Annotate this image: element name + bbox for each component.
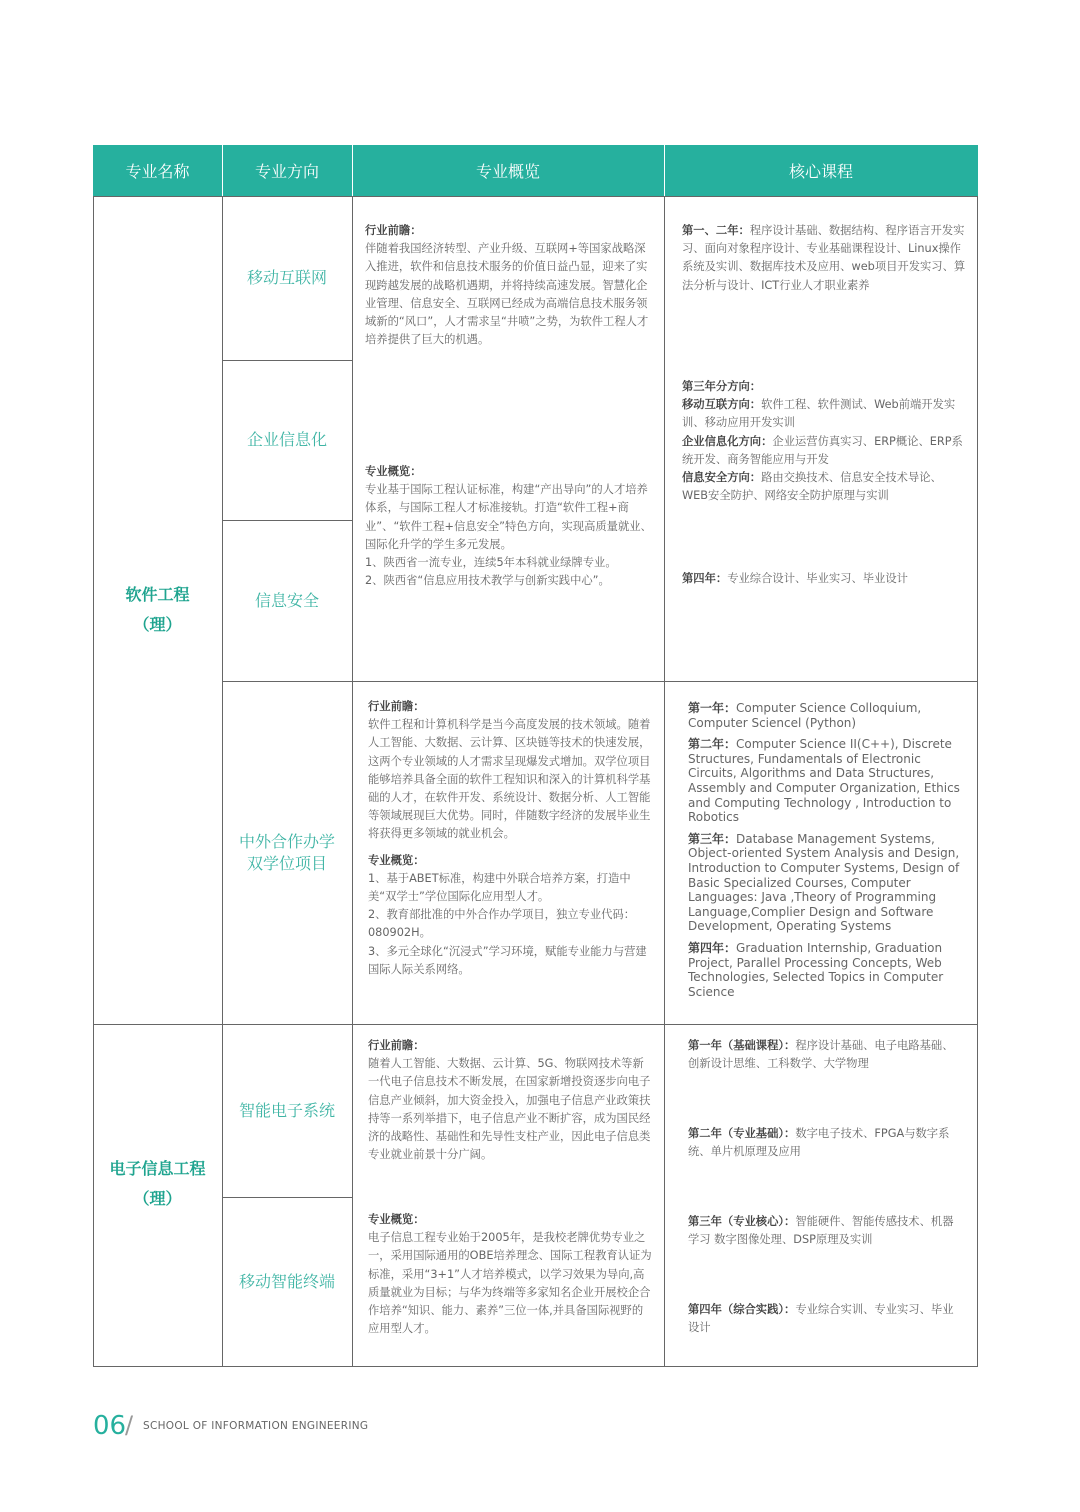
ee-courses-year-3 xyxy=(688,1213,963,1249)
direction-enterprise-informatization: 企业信息化 xyxy=(246,430,327,449)
course-list: Graduation Internship, Graduation Project, Parallel Processing Concepts, Web Technologies, Selected Topics in Computer Science xyxy=(688,940,944,999)
ee-overview-major-summary xyxy=(368,1211,653,1338)
course-year-label: 第一年： xyxy=(688,701,737,715)
course-year-label: 第四年： xyxy=(688,940,737,955)
section-title: 专业概览： xyxy=(365,465,422,478)
ee-courses-year-4 xyxy=(688,1301,963,1337)
course-year-label: 第一年（基础课程）： xyxy=(688,1039,796,1052)
ee-courses-year-1 xyxy=(688,1037,963,1073)
section-body: 专业基于国际工程认证标准，构建“产出导向”的人才培养体系，与国际工程人才标准接轨。打造“软件工程+商业”、“软件工程+信息安全”特色方向，实现高质量就业、国际化升学的学生多元发展。 xyxy=(365,483,652,551)
course-list: Database Management Systems, Object-oriented System Analysis and Design, Introduction to Computer Systems, Design of Basic Specialized Courses, Computer Languages: Java ,Theory of Programming Language,Complier Design and Software Development, Operating Systems xyxy=(688,831,960,934)
course-year-label: 第四年： xyxy=(682,572,728,585)
section-body: 伴随着我国经济转型、产业升级、互联网+等国家战略深入推进，软件和信息技术服务的价值日益凸显，迎来了实现跨越发展的战略机遇期，并将持续高速发展。智慧化企业管理、信息安全、互联网已经成为高端信息技术服务领域新的“风口”，人才需求呈“井喷”之势，为软件工程人才培养提供了巨大的机遇。 xyxy=(365,242,649,347)
direction-mobile-intelligent-terminal: 移动智能终端 xyxy=(238,1271,335,1291)
direction-line: 双学位项目 xyxy=(246,853,327,873)
course-list: 智能硬件、智能传感技术、机器学习 数字图像处理、DSP原理及实训 xyxy=(688,1215,954,1247)
direction-intelligent-electronic-systems: 智能电子系统 xyxy=(238,1100,335,1120)
ee-courses-year-2 xyxy=(688,1125,963,1161)
course-list: 程序设计基础、数据结构、程序语言开发实习、面向对象程序设计、专业基础课程设计、Linux操作系统及实训、数据库技术及应用、web项目开发实习、算法分析与设计、ICT行业人才职业素养 xyxy=(682,224,966,292)
header-divider xyxy=(222,145,223,196)
coop-core-courses xyxy=(688,701,963,1006)
list-item: 2、陕西省“信息应用技术教学与创新实践中心”。 xyxy=(365,574,610,588)
section-title: 行业前瞻： xyxy=(368,700,425,713)
course-track-label: 信息安全方向： xyxy=(682,471,762,485)
overview-industry-outlook xyxy=(365,222,655,349)
section-title: 专业概览： xyxy=(368,1213,425,1226)
course-list: 企业运营仿真实习、ERP概论、ERP系统开发、商务智能应用与开发 xyxy=(682,434,963,466)
course-year-label: 第三年（专业核心）： xyxy=(688,1215,796,1228)
direction-joint-double-degree xyxy=(222,681,352,1024)
list-item: 1、陕西省一流专业，连续5年本科就业绿牌专业。 xyxy=(365,556,617,570)
table-divider xyxy=(664,196,665,1367)
major-name: 电子信息工程 xyxy=(109,1159,206,1178)
section-body: 随着人工智能、大数据、云计算、5G、物联网技术等新一代电子信息技术不断发展，在国家新增投资逐步向电子信息产业倾斜，加大资金投入，加强电子信息产业政策扶持等一系列举措下，电子信息产业不断扩容，成为国民经济的战略性、基础性和先导性支柱产业，因此电子信息类专业就业前景十分广阔。 xyxy=(368,1057,651,1162)
header-major-name: 专业名称 xyxy=(93,145,222,196)
table-border-right xyxy=(977,196,978,1367)
table-divider xyxy=(352,196,353,1367)
header-divider xyxy=(352,145,353,196)
course-list: 数字电子技术、FPGA与数字系统、单片机原理及应用 xyxy=(688,1127,950,1159)
major-name: 软件工程 xyxy=(125,585,190,604)
course-year-label: 第三年： xyxy=(688,831,737,846)
ee-overview-industry-outlook xyxy=(368,1037,653,1164)
table-border-bottom xyxy=(93,1366,978,1367)
section-body: 电子信息工程专业始于2005年，是我校老牌优势专业之一，采用国际通用的OBE培养理念、国际工程教育认证为标准，采用“3+1”人才培养模式，以学习效果为导向,高质量就业为目标；与华为终端等多家知名企业开展校企合作培养“知识、能力、素养”三位一体,并具备国际视野的应用型人才。 xyxy=(368,1231,652,1336)
header-direction: 专业方向 xyxy=(222,145,352,196)
direction-line: 中外合作办学 xyxy=(238,831,335,851)
course-list: 程序设计基础、电子电路基础、创新设计思维、工科数学、大学物理 xyxy=(688,1039,954,1071)
page-number: 06 xyxy=(93,1411,127,1441)
major-type: （理） xyxy=(133,615,182,634)
footer-school-name: SCHOOL OF INFORMATION ENGINEERING xyxy=(143,1420,369,1432)
header-core-courses: 核心课程 xyxy=(664,145,978,196)
overview-major-summary xyxy=(365,463,655,590)
course-list: Computer Science Colloquium, Computer Sciencel (Python) xyxy=(688,701,922,730)
course-list: 专业综合设计、毕业实习、毕业设计 xyxy=(727,572,908,585)
list-item: 3、多元全球化“沉浸式”学习环境，赋能专业能力与营建国际人际关系网络。 xyxy=(368,944,647,976)
course-year-label: 第四年（综合实践）： xyxy=(688,1303,796,1316)
course-year-label: 第二年： xyxy=(688,737,737,752)
major-software-engineering xyxy=(93,580,222,640)
major-electronic-information-engineering xyxy=(93,1154,222,1214)
coop-overview xyxy=(368,698,653,979)
section-title: 行业前瞻： xyxy=(368,1039,425,1052)
courses-year-3 xyxy=(682,378,967,505)
course-year-label: 第一、二年： xyxy=(682,224,750,237)
section-title: 行业前瞻： xyxy=(365,224,422,237)
courses-year-4 xyxy=(682,570,967,588)
course-list: 路由交换技术、信息安全技术导论、WEB安全防护、网络安全防护原理与实训 xyxy=(682,471,942,503)
course-year-label: 第二年（专业基础）： xyxy=(688,1127,796,1140)
direction-information-security: 信息安全 xyxy=(254,590,319,610)
course-track-label: 移动互联方向： xyxy=(682,398,762,412)
major-type: （理） xyxy=(133,1189,182,1208)
courses-year-1-2 xyxy=(682,222,967,295)
list-item: 2、教育部批准的中外合作办学项目，独立专业代码：080902H。 xyxy=(368,908,636,940)
section-title: 专业概览： xyxy=(368,853,425,867)
direction-mobile-internet: 移动互联网 xyxy=(246,268,327,287)
list-item: 1、基于ABET标准，构建中外联合培养方案，打造中美“双学士”学位国际化应用型人才。 xyxy=(368,871,631,904)
course-list: Computer Science II(C++), Discrete Structures, Fundamentals of Electronic Circuits, Algorithms and Data Structures, Assembly and Computer Organization, Ethics and Computing Technology , Introduction to Robotics xyxy=(688,737,960,825)
section-body: 软件工程和计算机科学是当今高度发展的技术领域。随着人工智能、大数据、云计算、区块链等技术的快速发展，这两个专业领域的人才需求呈现爆发式增加。双学位项目能够培养具备全面的软件工程知识和深入的计算机科学基础的人才，在软件开发、系统设计、数据分析、人工智能等领域展现巨大优势。同时，伴随数字经济的发展毕业生将获得更多领域的就业机会。 xyxy=(368,718,651,841)
footer-slash: / xyxy=(125,1411,134,1439)
course-list: 软件工程、软件测试、Web前端开发实训、移动应用开发实训 xyxy=(682,398,956,430)
course-year-label: 第三年分方向： xyxy=(682,380,762,393)
header-overview: 专业概览 xyxy=(352,145,664,196)
course-list: 专业综合实训、专业实习、毕业设计 xyxy=(688,1303,954,1335)
curriculum-table xyxy=(93,145,978,1367)
course-track-label: 企业信息化方向： xyxy=(682,434,773,448)
header-divider xyxy=(664,145,665,196)
